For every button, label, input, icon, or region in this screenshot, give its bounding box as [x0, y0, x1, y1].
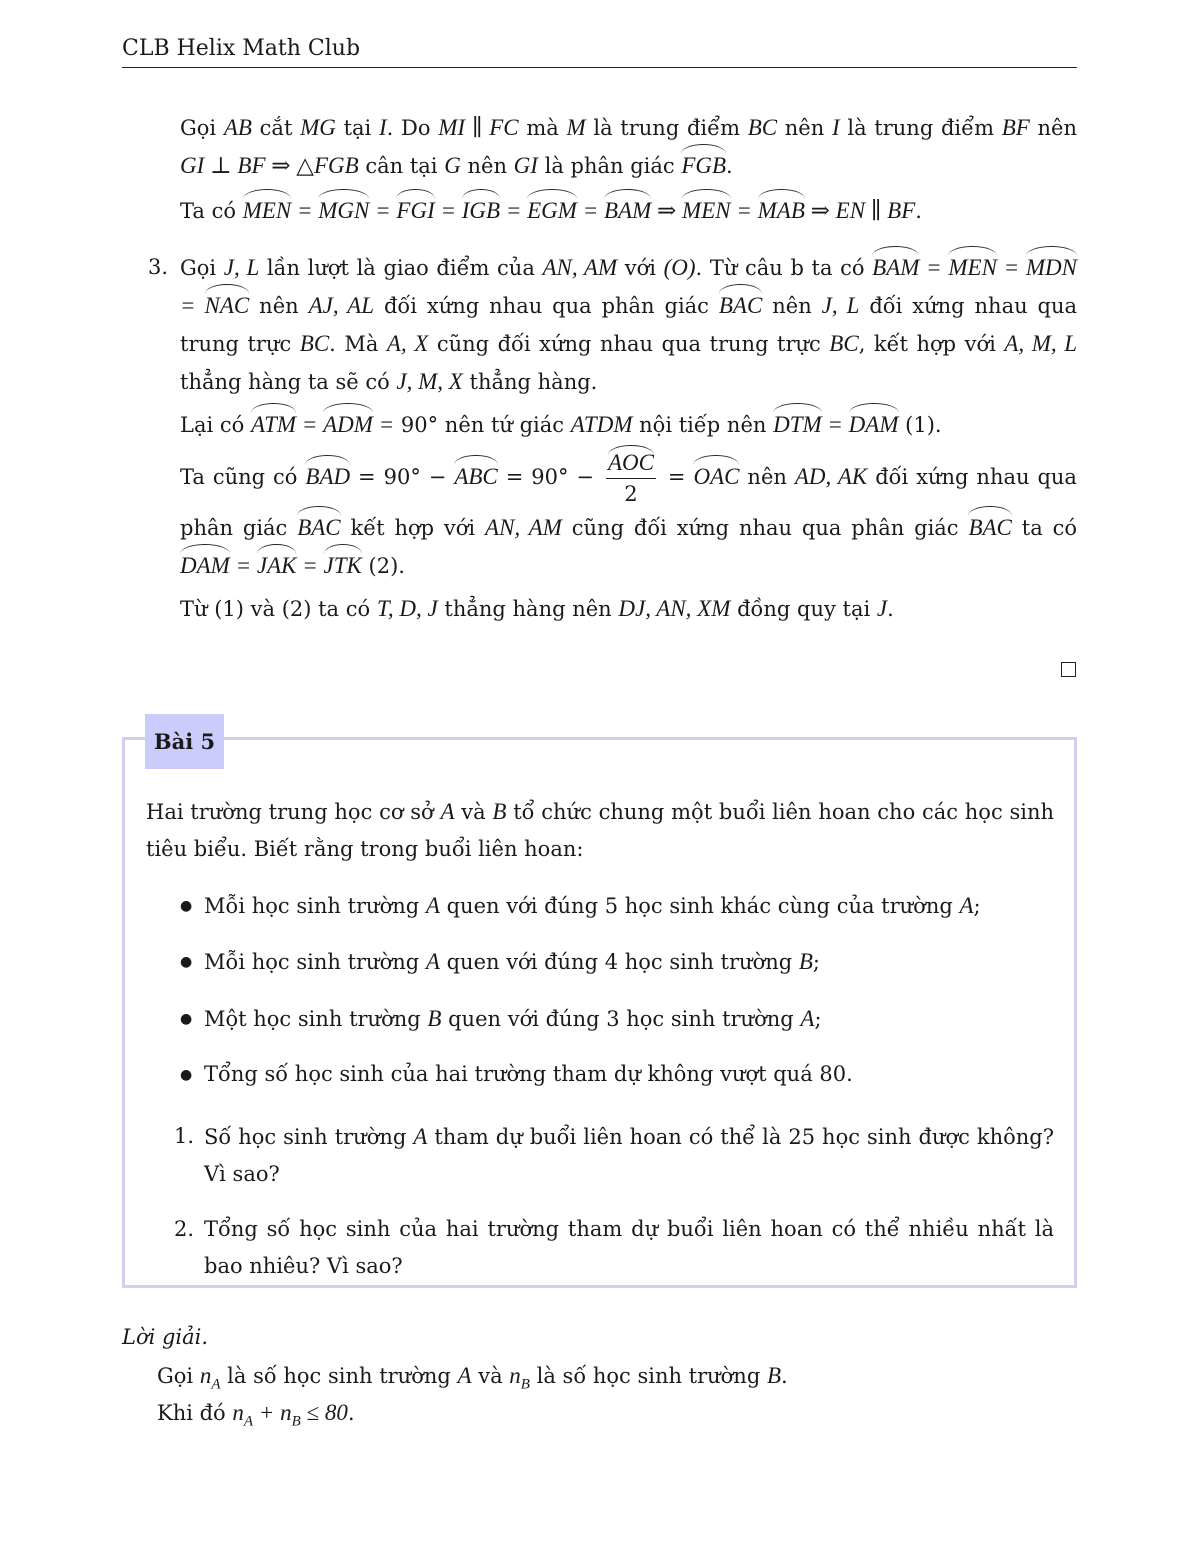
angle-hat: MEN	[948, 249, 997, 286]
paragraph: Gọi AB cắt MG tại I. Do MI ∥ FC mà M là trung điểm BC nên I là trung điểm BF nên GI ⊥ BF ⇒ △FGB cân tại G nên GI là phân giác FGB.	[180, 109, 1077, 185]
angle-hat: MAB	[758, 192, 805, 229]
math: A	[959, 893, 974, 918]
math: ATDM	[570, 412, 633, 437]
paragraph	[180, 448, 1077, 585]
bullet-item: Tổng số học sinh của hai trường tham dự không vượt quá 80.	[204, 1062, 853, 1086]
math: J, L	[223, 255, 260, 280]
solution-line: Khi đó $n_A + n_B \le 80$.	[157, 1400, 355, 1430]
math: MI ∥ FC	[438, 115, 519, 140]
question-number: 1.	[174, 1124, 195, 1148]
angle-hat: BAM	[872, 249, 919, 286]
math: MEN = MGN = FGI = IGB = EGM = BAM ⇒ MEN = MAB ⇒ EN ∥ BF	[243, 198, 916, 223]
math: $n_A + n_B \le 80$	[232, 1400, 348, 1430]
question-number: 2.	[174, 1217, 195, 1241]
math: B	[798, 949, 813, 974]
question: Tổng số học sinh của hai trường tham dự buổi liên hoan có thể nhiều nhất là bao nhiêu? Vì sao?	[204, 1217, 1054, 1278]
angle-hat: JTK	[324, 547, 362, 584]
angle-hat: MDN	[1026, 249, 1077, 286]
header-rule	[122, 67, 1077, 68]
frac-denominator: 2	[624, 482, 638, 506]
problem-intro: Hai trường trung học cơ sở A và B tổ chức chung một buổi liên hoan cho các học sinh tiêu biểu. Biết rằng trong buổi liên hoan:	[146, 799, 1055, 861]
angle-hat: IGB	[462, 192, 500, 229]
angle-hat: BAC	[297, 509, 340, 546]
list-item: Gọi J, L lần lượt là giao điểm của AN, AM với (O). Từ câu b ta có BAM = MEN = MDN = NAC nên AJ, AL đối xứng nhau qua phân giác BAC nên J, L đối xứng nhau qua trung trực BC. Mà A, X cũng đối xứng nhau qua trung trực BC, kết hợp với A, M, L thẳng hàng ta sẽ có J, M, X thẳng hàng.	[180, 249, 1077, 401]
angle-hat: JAK	[257, 547, 297, 584]
angle-hat: ABC	[454, 458, 497, 495]
math	[681, 153, 726, 178]
angle-hat: BAM	[604, 192, 651, 229]
angle-hat: DTM	[773, 406, 822, 443]
math: $n_B$	[509, 1363, 530, 1393]
bullet-icon: ●	[180, 954, 193, 970]
angle-hat: DAM	[849, 406, 899, 443]
math: BC	[299, 331, 330, 356]
angle-hat: BAD	[305, 458, 350, 495]
math: A	[800, 1006, 815, 1031]
math: GI ⊥ BF ⇒ △FGB	[180, 153, 359, 178]
math: GI	[513, 153, 538, 178]
math: A, X	[386, 331, 429, 356]
math: AJ, AL	[308, 293, 375, 318]
math: (O)	[663, 255, 696, 280]
math: B	[427, 1006, 442, 1031]
question: Số học sinh trường A tham dự buổi liên hoan có thể là 25 học sinh được không? Vì sao?	[204, 1124, 1054, 1186]
paragraph: Ta có MEN = MGN = FGI = IGB = EGM = BAM ⇒ MEN = MAB ⇒ EN ∥ BF.	[180, 192, 1077, 230]
math: AD, AK	[794, 464, 868, 489]
page-header: CLB Helix Math Club	[122, 36, 361, 61]
angle-hat: MGN	[318, 192, 369, 229]
math: M	[566, 115, 586, 140]
math: I	[378, 115, 387, 140]
math: ATM = ADM =	[251, 412, 394, 437]
math: A	[425, 893, 440, 918]
math: BAM = MEN = MDN = NAC	[180, 255, 1077, 318]
math: $n_A$	[199, 1363, 221, 1393]
bullet-icon: ●	[180, 898, 193, 914]
math: A	[425, 949, 440, 974]
math	[305, 464, 350, 489]
frac-numerator: AOC	[608, 448, 654, 478]
math: G	[444, 153, 461, 178]
math: J	[876, 596, 888, 621]
angle-hat: OAC	[693, 458, 739, 495]
math	[297, 515, 340, 540]
math: A, M, L	[1004, 331, 1077, 356]
math: T, D, J	[376, 596, 438, 621]
angle-hat: ADM	[323, 406, 373, 443]
angle-hat: MEN	[682, 192, 731, 229]
solution-line: Gọi $n_A$ là số học sinh trường A và $n_B$ là số học sinh trường B.	[157, 1363, 788, 1393]
math: J, M, X	[396, 369, 463, 394]
fraction	[606, 448, 656, 509]
math: A	[457, 1363, 472, 1388]
angle-hat: MEN	[243, 192, 292, 229]
math: AN, AM	[485, 515, 562, 540]
bullet-item: Một học sinh trường B quen với đúng 3 học sinh trường A;	[204, 1006, 822, 1031]
math: A	[413, 1124, 428, 1149]
math: AN, AM	[542, 255, 618, 280]
math: DTM = DAM	[773, 412, 898, 437]
angle-hat: FGI	[396, 192, 434, 229]
angle-hat: BAC	[968, 509, 1011, 546]
bullet-icon: ●	[180, 1067, 193, 1083]
text-run: = OAC nên AD, AK đối xứng nhau qua phân giác BAC kết hợp với AN, AM cũng đối xứng nhau qua phân giác BAC ta có DAM = JAK = JTK (2).	[180, 465, 1077, 578]
bullet-item: Mỗi học sinh trường A quen với đúng 5 học sinh khác cùng của trường A;	[204, 893, 981, 918]
paragraph: Lại có ATM = ADM = 90° nên tứ giác ATDM nội tiếp nên DTM = DAM (1).	[180, 406, 1077, 444]
math: B	[492, 799, 507, 824]
angle-hat: NAC	[205, 287, 250, 324]
list-number: 3.	[148, 255, 169, 279]
math	[968, 515, 1011, 540]
angle-hat: BAC	[719, 287, 762, 324]
math: BC	[747, 115, 778, 140]
math: J, L	[821, 293, 860, 318]
angle-hat: ATM	[251, 406, 296, 443]
bullet-icon: ●	[180, 1011, 193, 1027]
angle-hat: FGB	[681, 147, 726, 184]
math: AB	[223, 115, 252, 140]
problem-label: Bài 5	[145, 714, 224, 769]
math	[693, 464, 739, 489]
bullet-item: Mỗi học sinh trường A quen với đúng 4 học sinh trường B;	[204, 949, 820, 974]
math	[454, 464, 497, 489]
angle-hat: EGM	[527, 192, 577, 229]
math: A	[440, 799, 455, 824]
math: I	[831, 115, 840, 140]
math: DAM = JAK = JTK	[180, 553, 362, 578]
solution-heading: Lời giải.	[122, 1325, 209, 1349]
text-run: Ta cũng có BAD = 90° − ABC = 90° −	[180, 465, 594, 489]
math: BC	[829, 331, 859, 356]
paragraph: Từ (1) và (2) ta có T, D, J thẳng hàng nên DJ, AN, XM đồng quy tại J.	[180, 596, 894, 621]
math: DJ, AN, XM	[618, 596, 731, 621]
math: B	[766, 1363, 782, 1388]
math: MG	[300, 115, 336, 140]
qed-square-icon	[1061, 662, 1076, 677]
angle-hat: DAM	[180, 547, 230, 584]
math	[719, 293, 762, 318]
math: BF	[1001, 115, 1030, 140]
